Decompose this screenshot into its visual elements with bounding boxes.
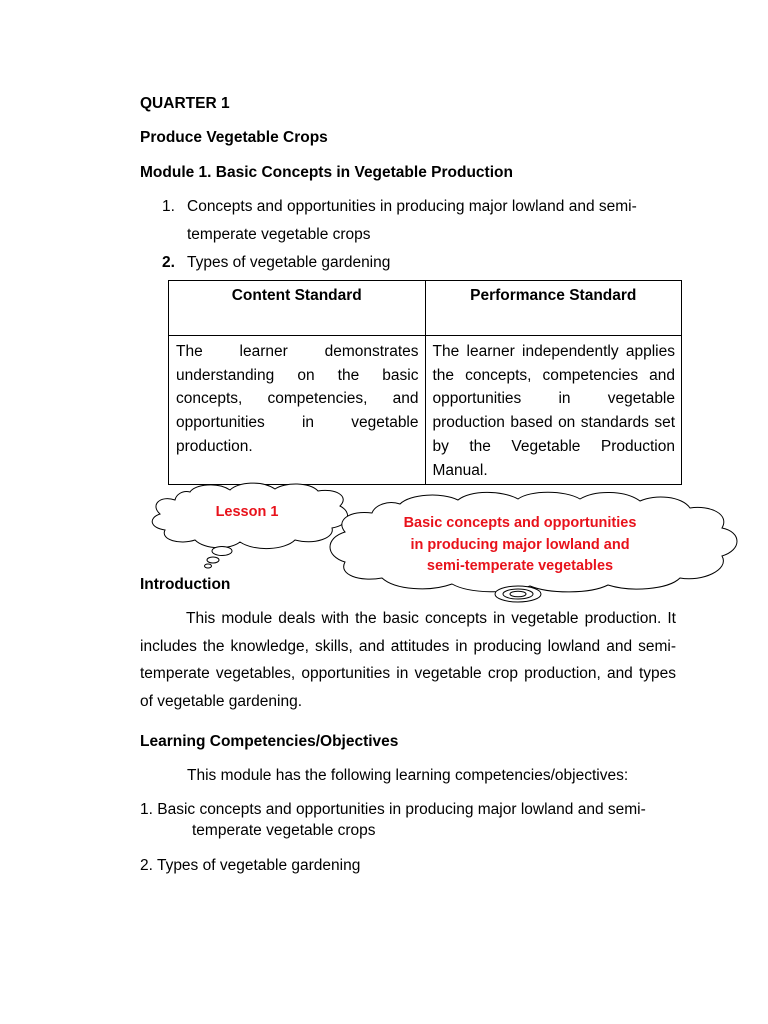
intro-line: This module deals with the basic concepts in vegetable production. It <box>186 610 676 627</box>
content-line: The learner demonstrates <box>176 343 419 360</box>
topic-1-line-2: temperate vegetable crops <box>187 226 371 243</box>
intro-line: temperate vegetables, opportunities in vegetable crop production, and types <box>140 665 676 682</box>
lesson-title-line: Basic concepts and opportunities <box>403 515 637 531</box>
quarter-heading: QUARTER 1 <box>140 95 230 112</box>
performance-line: the concepts, competencies and <box>432 366 675 384</box>
topic-1-number: 1. <box>162 198 175 215</box>
content-line: concepts, competencies, and <box>176 390 419 408</box>
course-title: Produce Vegetable Crops <box>140 129 328 146</box>
content-line: opportunities in vegetable <box>176 414 419 432</box>
lesson-cloud-shape <box>152 483 347 568</box>
objective-2: 2. Types of vegetable gardening <box>140 857 361 874</box>
module-title: Module 1. Basic Concepts in Vegetable Production <box>140 164 513 181</box>
content-standard-header: Content Standard <box>169 281 426 336</box>
objective-1-line-1: 1. Basic concepts and opportunities in producing major lowland and semi- <box>140 801 646 818</box>
lesson-title-line: semi-temperate vegetables <box>426 558 614 574</box>
objective-1-line-2: temperate vegetable crops <box>192 822 376 839</box>
content-line: understanding on the basic <box>176 366 419 384</box>
topic-2-number: 2. <box>162 254 175 271</box>
objectives-heading: Learning Competencies/Objectives <box>140 733 399 750</box>
performance-standard-header: Performance Standard <box>425 281 682 336</box>
lesson-title-line: in producing major lowland and <box>410 536 630 553</box>
content-line: production. <box>176 437 253 455</box>
objectives-intro: This module has the following learning competencies/objectives: <box>187 767 629 784</box>
performance-line: by the Vegetable Production <box>432 437 675 455</box>
topic-1-line-1: Concepts and opportunities in producing major lowland and semi- <box>187 198 637 215</box>
lesson-title <box>380 513 660 578</box>
intro-line: of vegetable gardening. <box>140 692 303 710</box>
performance-line: opportunities in vegetable <box>432 390 675 408</box>
intro-line: includes the knowledge, skills, and attitudes in producing lowland and semi- <box>140 637 676 655</box>
introduction-paragraph <box>140 605 676 715</box>
performance-line: production based on standards set <box>432 414 675 432</box>
lesson-label: Lesson 1 <box>215 504 279 520</box>
performance-line: Manual. <box>432 461 488 479</box>
topic-2-line-1: Types of vegetable gardening <box>187 254 391 271</box>
performance-line: The learner independently applies <box>432 343 675 360</box>
introduction-heading: Introduction <box>140 576 231 593</box>
